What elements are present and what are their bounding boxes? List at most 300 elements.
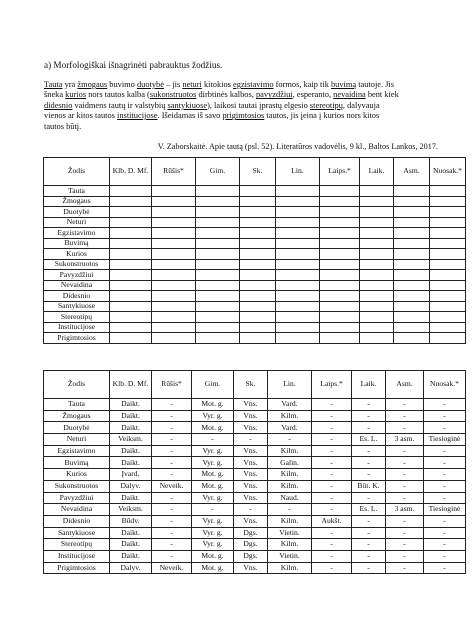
blank-cell[interactable] bbox=[394, 249, 430, 260]
passage-text: ), laikosi tautai įprastų elgesio bbox=[207, 100, 310, 110]
blank-cell[interactable] bbox=[152, 217, 196, 228]
exercise-heading: a) Morfologiškai išnagrinėti pabrauktus žodžius. bbox=[44, 60, 223, 70]
blank-cell[interactable] bbox=[276, 259, 320, 270]
blank-cell[interactable] bbox=[394, 186, 430, 197]
blank-cell[interactable] bbox=[394, 217, 430, 228]
blank-cell[interactable] bbox=[110, 249, 152, 260]
blank-cell[interactable] bbox=[276, 217, 320, 228]
value-cell: - bbox=[152, 445, 192, 457]
blank-cell[interactable] bbox=[110, 228, 152, 239]
blank-cell[interactable] bbox=[152, 207, 196, 218]
blank-cell[interactable] bbox=[240, 291, 276, 302]
blank-cell[interactable] bbox=[110, 196, 152, 207]
blank-cell[interactable] bbox=[320, 322, 360, 333]
blank-cell[interactable] bbox=[430, 333, 466, 344]
underlined-word: didesnio bbox=[44, 100, 73, 110]
table-row bbox=[44, 291, 466, 302]
value-cell: - bbox=[386, 480, 424, 492]
blank-cell[interactable] bbox=[360, 196, 394, 207]
blank-cell[interactable] bbox=[360, 186, 394, 197]
blank-cell[interactable] bbox=[430, 270, 466, 281]
value-cell: Kilm. bbox=[268, 410, 312, 422]
passage-text: bent kiek bbox=[365, 90, 399, 100]
value-cell: - bbox=[424, 515, 466, 527]
table-row bbox=[44, 492, 466, 504]
blank-cell[interactable] bbox=[360, 207, 394, 218]
value-cell: Vyr. g. bbox=[192, 410, 234, 422]
value-cell: Veiksm. bbox=[110, 434, 152, 446]
blank-cell[interactable] bbox=[240, 207, 276, 218]
blank-cell[interactable] bbox=[394, 333, 430, 344]
blank-cell[interactable] bbox=[240, 238, 276, 249]
blank-cell[interactable] bbox=[152, 270, 196, 281]
value-cell: Mot. g. bbox=[192, 562, 234, 574]
blank-cell[interactable] bbox=[320, 217, 360, 228]
underlined-word: santykiuose bbox=[167, 100, 208, 110]
value-cell: - bbox=[152, 527, 192, 539]
blank-cell[interactable] bbox=[152, 259, 196, 270]
passage-line bbox=[44, 122, 434, 132]
value-cell: - bbox=[424, 539, 466, 551]
blank-cell[interactable] bbox=[394, 228, 430, 239]
value-cell: - bbox=[312, 399, 352, 411]
value-cell: - bbox=[312, 469, 352, 481]
value-cell: - bbox=[424, 422, 466, 434]
value-cell: - bbox=[312, 504, 352, 516]
value-cell: - bbox=[424, 445, 466, 457]
blank-cell[interactable] bbox=[152, 238, 196, 249]
blank-cell[interactable] bbox=[110, 217, 152, 228]
value-cell: Kilm. bbox=[268, 515, 312, 527]
blank-cell[interactable] bbox=[196, 217, 240, 228]
passage-text: formos, kaip tik bbox=[273, 80, 331, 89]
table-row bbox=[44, 207, 466, 218]
value-cell: Vyr. g. bbox=[192, 527, 234, 539]
value-cell: - bbox=[386, 550, 424, 562]
blank-cell[interactable] bbox=[276, 312, 320, 323]
word-cell: Prigimtosios bbox=[44, 562, 110, 574]
blank-cell[interactable] bbox=[240, 333, 276, 344]
value-cell: Įvard. bbox=[110, 469, 152, 481]
blank-cell[interactable] bbox=[110, 207, 152, 218]
blank-cell[interactable] bbox=[320, 249, 360, 260]
blank-cell[interactable] bbox=[394, 238, 430, 249]
blank-cell[interactable] bbox=[110, 280, 152, 291]
blank-cell[interactable] bbox=[152, 280, 196, 291]
value-cell: Vyr. g. bbox=[192, 492, 234, 504]
table-row bbox=[44, 539, 466, 551]
blank-cell[interactable] bbox=[240, 186, 276, 197]
value-cell: - bbox=[152, 434, 192, 446]
blank-cell[interactable] bbox=[430, 217, 466, 228]
blank-cell[interactable] bbox=[240, 228, 276, 239]
word-cell: Neturi bbox=[44, 217, 110, 228]
blank-cell[interactable] bbox=[430, 238, 466, 249]
blank-cell[interactable] bbox=[320, 333, 360, 344]
value-cell: 3 asm. bbox=[386, 504, 424, 516]
blank-cell[interactable] bbox=[276, 196, 320, 207]
value-cell: - bbox=[152, 410, 192, 422]
value-cell: Mot. g. bbox=[192, 422, 234, 434]
value-cell: Vard. bbox=[268, 399, 312, 411]
value-cell: - bbox=[312, 410, 352, 422]
word-cell: Sukonstruotos bbox=[44, 480, 110, 492]
underlined-word: pavyzdžiui bbox=[255, 90, 293, 100]
value-cell: Kilm. bbox=[268, 480, 312, 492]
value-cell: Vns. bbox=[234, 410, 268, 422]
blank-cell[interactable] bbox=[110, 301, 152, 312]
header-tense: Laik. bbox=[352, 371, 386, 399]
blank-cell[interactable] bbox=[360, 238, 394, 249]
blank-cell[interactable] bbox=[360, 270, 394, 281]
blank-cell[interactable] bbox=[152, 228, 196, 239]
blank-cell[interactable] bbox=[110, 333, 152, 344]
value-cell: Mot. g. bbox=[192, 469, 234, 481]
blank-cell[interactable] bbox=[430, 228, 466, 239]
blank-cell[interactable] bbox=[240, 322, 276, 333]
blank-cell[interactable] bbox=[394, 291, 430, 302]
passage-text: vienos ar kitos tautos bbox=[44, 111, 118, 121]
blank-cell[interactable] bbox=[360, 312, 394, 323]
blank-cell[interactable] bbox=[276, 207, 320, 218]
blank-cell[interactable] bbox=[430, 207, 466, 218]
header-gender: Gim. bbox=[192, 371, 234, 399]
blank-cell[interactable] bbox=[360, 249, 394, 260]
value-cell: - bbox=[268, 504, 312, 516]
blank-cell[interactable] bbox=[360, 217, 394, 228]
word-cell: Žmogaus bbox=[44, 196, 110, 207]
blank-cell[interactable] bbox=[320, 312, 360, 323]
value-cell: - bbox=[424, 399, 466, 411]
blank-cell[interactable] bbox=[196, 196, 240, 207]
blank-cell[interactable] bbox=[320, 301, 360, 312]
table-row bbox=[44, 480, 466, 492]
value-cell: Daikt. bbox=[110, 539, 152, 551]
value-cell: - bbox=[352, 410, 386, 422]
table-row bbox=[44, 280, 466, 291]
value-cell: - bbox=[424, 550, 466, 562]
header-person: Asm. bbox=[394, 158, 430, 186]
blank-cell[interactable] bbox=[152, 196, 196, 207]
word-cell: Stereotipų bbox=[44, 312, 110, 323]
header-part-of-speech: Klb. D. Mf. bbox=[110, 158, 152, 186]
value-cell: Naud. bbox=[268, 492, 312, 504]
blank-cell[interactable] bbox=[110, 270, 152, 281]
value-cell: Daikt. bbox=[110, 410, 152, 422]
value-cell: - bbox=[312, 445, 352, 457]
header-person: Asm. bbox=[386, 371, 424, 399]
blank-cell[interactable] bbox=[320, 228, 360, 239]
value-cell: Tiesioginė bbox=[424, 504, 466, 516]
header-number: Sk. bbox=[240, 158, 276, 186]
passage-text: šneka bbox=[44, 90, 66, 100]
value-cell: Vyr. g. bbox=[192, 515, 234, 527]
header-number: Sk. bbox=[234, 371, 268, 399]
blank-cell[interactable] bbox=[430, 249, 466, 260]
value-cell: - bbox=[152, 550, 192, 562]
blank-cell[interactable] bbox=[276, 333, 320, 344]
value-cell: - bbox=[386, 445, 424, 457]
blank-cell[interactable] bbox=[430, 259, 466, 270]
blank-cell[interactable] bbox=[152, 322, 196, 333]
blank-cell[interactable] bbox=[196, 249, 240, 260]
blank-cell[interactable] bbox=[360, 333, 394, 344]
blank-cell[interactable] bbox=[152, 249, 196, 260]
blank-cell[interactable] bbox=[110, 312, 152, 323]
value-cell: - bbox=[352, 445, 386, 457]
blank-cell[interactable] bbox=[430, 186, 466, 197]
blank-cell[interactable] bbox=[276, 238, 320, 249]
blank-cell[interactable] bbox=[394, 259, 430, 270]
value-cell: Aukšt. bbox=[312, 515, 352, 527]
value-cell: - bbox=[386, 515, 424, 527]
value-cell: Vns. bbox=[234, 445, 268, 457]
value-cell: Kilm. bbox=[268, 539, 312, 551]
blank-cell[interactable] bbox=[196, 186, 240, 197]
blank-cell[interactable] bbox=[196, 207, 240, 218]
blank-cell[interactable] bbox=[196, 322, 240, 333]
value-cell: Dgs. bbox=[234, 550, 268, 562]
underlined-word: neturi bbox=[182, 80, 202, 89]
blank-cell[interactable] bbox=[196, 280, 240, 291]
blank-cell[interactable] bbox=[430, 291, 466, 302]
value-cell: - bbox=[352, 492, 386, 504]
value-cell: Veiksm. bbox=[110, 504, 152, 516]
value-cell: - bbox=[352, 539, 386, 551]
blank-cell[interactable] bbox=[320, 280, 360, 291]
blank-cell[interactable] bbox=[276, 228, 320, 239]
value-cell: Kilm. bbox=[268, 469, 312, 481]
value-cell: Dgs. bbox=[234, 527, 268, 539]
value-cell: - bbox=[192, 504, 234, 516]
value-cell: - bbox=[268, 434, 312, 446]
value-cell: - bbox=[386, 539, 424, 551]
blank-cell[interactable] bbox=[320, 291, 360, 302]
word-cell: Santykiuose bbox=[44, 301, 110, 312]
blank-cell[interactable] bbox=[110, 291, 152, 302]
blank-cell[interactable] bbox=[110, 259, 152, 270]
value-cell: Neveik. bbox=[152, 562, 192, 574]
value-cell: Mot. g. bbox=[192, 480, 234, 492]
value-cell: - bbox=[386, 562, 424, 574]
underlined-word: nevaidina bbox=[333, 90, 366, 100]
value-cell: Es. L. bbox=[352, 434, 386, 446]
header-kind: Rūšis* bbox=[152, 158, 196, 186]
value-cell: - bbox=[152, 504, 192, 516]
value-cell: Mot. g. bbox=[192, 399, 234, 411]
blank-cell[interactable] bbox=[430, 196, 466, 207]
header-mood: Nuosak.* bbox=[424, 371, 466, 399]
blank-cell[interactable] bbox=[360, 228, 394, 239]
value-cell: - bbox=[352, 527, 386, 539]
blank-cell[interactable] bbox=[152, 186, 196, 197]
blank-cell[interactable] bbox=[394, 312, 430, 323]
blank-cell[interactable] bbox=[276, 186, 320, 197]
blank-cell[interactable] bbox=[430, 280, 466, 291]
header-word: Žodis bbox=[44, 371, 110, 399]
table-row bbox=[44, 333, 466, 344]
blank-cell[interactable] bbox=[360, 301, 394, 312]
value-cell: - bbox=[352, 422, 386, 434]
value-cell: - bbox=[386, 399, 424, 411]
source-citation: V. Zaborskaitė. Apie tautą (psl. 52). Literatūros vadovėlis, 9 kl., Baltos Lankos, 2017. bbox=[157, 142, 438, 151]
underlined-word: kurios bbox=[65, 90, 87, 100]
underlined-word: prigimtosios bbox=[222, 111, 265, 121]
blank-cell[interactable] bbox=[240, 270, 276, 281]
passage-text: nors tautos kalba ( bbox=[86, 90, 150, 100]
table-row bbox=[44, 504, 466, 516]
value-cell: - bbox=[424, 527, 466, 539]
blank-cell[interactable] bbox=[196, 301, 240, 312]
header-mood: Nuosak.* bbox=[430, 158, 466, 186]
blank-cell[interactable] bbox=[394, 196, 430, 207]
word-cell: Egzistavimo bbox=[44, 228, 110, 239]
table-row bbox=[44, 301, 466, 312]
passage-paragraph bbox=[44, 80, 434, 132]
value-cell: - bbox=[424, 562, 466, 574]
passage-text: , dalyvauja bbox=[342, 100, 380, 110]
value-cell: - bbox=[152, 422, 192, 434]
passage-line bbox=[44, 111, 434, 121]
value-cell: Daikt. bbox=[110, 399, 152, 411]
blank-cell[interactable] bbox=[276, 322, 320, 333]
blank-cell[interactable] bbox=[240, 280, 276, 291]
value-cell: Būt. K. bbox=[352, 480, 386, 492]
blank-cell[interactable] bbox=[430, 322, 466, 333]
blank-cell[interactable] bbox=[276, 249, 320, 260]
passage-text: yra bbox=[62, 80, 78, 89]
blank-cell[interactable] bbox=[196, 333, 240, 344]
value-cell: - bbox=[312, 539, 352, 551]
value-cell: - bbox=[312, 480, 352, 492]
value-cell: - bbox=[352, 457, 386, 469]
filled-analysis-table bbox=[43, 370, 466, 574]
word-cell: Nevaidina bbox=[44, 280, 110, 291]
blank-cell[interactable] bbox=[394, 322, 430, 333]
blank-cell[interactable] bbox=[276, 270, 320, 281]
blank-cell[interactable] bbox=[240, 301, 276, 312]
blank-cell[interactable] bbox=[394, 270, 430, 281]
table-row bbox=[44, 445, 466, 457]
blank-cell[interactable] bbox=[320, 238, 360, 249]
word-cell: Didesnio bbox=[44, 291, 110, 302]
word-cell: Prigimtosios bbox=[44, 333, 110, 344]
word-cell: Kurios bbox=[44, 469, 110, 481]
blank-cell[interactable] bbox=[196, 228, 240, 239]
table-row bbox=[44, 469, 466, 481]
word-cell: Pavyzdžiui bbox=[44, 270, 110, 281]
blank-cell[interactable] bbox=[196, 259, 240, 270]
blank-cell[interactable] bbox=[110, 186, 152, 197]
table-row bbox=[44, 238, 466, 249]
blank-cell[interactable] bbox=[430, 312, 466, 323]
blank-cell[interactable] bbox=[394, 280, 430, 291]
blank-cell[interactable] bbox=[240, 312, 276, 323]
value-cell: - bbox=[352, 469, 386, 481]
header-tense: Laik. bbox=[360, 158, 394, 186]
blank-cell[interactable] bbox=[240, 217, 276, 228]
value-cell: - bbox=[192, 434, 234, 446]
word-cell: Kurios bbox=[44, 249, 110, 260]
blank-cell[interactable] bbox=[360, 259, 394, 270]
value-cell: Vns. bbox=[234, 457, 268, 469]
passage-line bbox=[44, 101, 434, 111]
value-cell: - bbox=[152, 457, 192, 469]
blank-cell[interactable] bbox=[152, 291, 196, 302]
passage-line bbox=[44, 90, 434, 100]
blank-cell[interactable] bbox=[394, 301, 430, 312]
table-row bbox=[44, 399, 466, 411]
blank-cell[interactable] bbox=[152, 312, 196, 323]
value-cell: - bbox=[352, 562, 386, 574]
word-cell: Tauta bbox=[44, 399, 110, 411]
value-cell: - bbox=[152, 515, 192, 527]
blank-cell[interactable] bbox=[320, 207, 360, 218]
blank-cell[interactable] bbox=[320, 186, 360, 197]
passage-text: tautos būtį. bbox=[44, 121, 82, 131]
table-row bbox=[44, 249, 466, 260]
blank-cell[interactable] bbox=[276, 301, 320, 312]
blank-cell[interactable] bbox=[196, 291, 240, 302]
value-cell: - bbox=[312, 457, 352, 469]
blank-cell[interactable] bbox=[360, 322, 394, 333]
blank-cell[interactable] bbox=[430, 301, 466, 312]
value-cell: - bbox=[424, 469, 466, 481]
blank-cell[interactable] bbox=[360, 280, 394, 291]
blank-cell[interactable] bbox=[394, 207, 430, 218]
table-row bbox=[44, 515, 466, 527]
blank-cell[interactable] bbox=[196, 270, 240, 281]
blank-cell[interactable] bbox=[276, 280, 320, 291]
header-word: Žodis bbox=[44, 158, 110, 186]
blank-cell[interactable] bbox=[196, 238, 240, 249]
value-cell: Kilm. bbox=[268, 562, 312, 574]
value-cell: Vns. bbox=[234, 469, 268, 481]
value-cell: - bbox=[424, 410, 466, 422]
value-cell: Dalyv. bbox=[110, 480, 152, 492]
table-row bbox=[44, 410, 466, 422]
blank-cell[interactable] bbox=[320, 259, 360, 270]
blank-cell[interactable] bbox=[196, 312, 240, 323]
blank-cell[interactable] bbox=[240, 249, 276, 260]
underlined-word: egzistavimo bbox=[233, 80, 274, 89]
value-cell: Mot. g. bbox=[192, 550, 234, 562]
passage-text: vaidmens tautų ir valstybių bbox=[72, 100, 168, 110]
value-cell: - bbox=[312, 422, 352, 434]
blank-cell[interactable] bbox=[152, 333, 196, 344]
table-row bbox=[44, 457, 466, 469]
blank-cell[interactable] bbox=[110, 238, 152, 249]
blank-cell[interactable] bbox=[360, 291, 394, 302]
underlined-word: stereotipų bbox=[309, 100, 343, 110]
word-cell: Žmogaus bbox=[44, 410, 110, 422]
blank-cell[interactable] bbox=[240, 259, 276, 270]
table-row bbox=[44, 259, 466, 270]
value-cell: - bbox=[386, 527, 424, 539]
value-cell: Neveik. bbox=[152, 480, 192, 492]
blank-cell[interactable] bbox=[240, 196, 276, 207]
blank-cell[interactable] bbox=[320, 196, 360, 207]
value-cell: Vyr. g. bbox=[192, 445, 234, 457]
blank-cell[interactable] bbox=[276, 291, 320, 302]
table-row bbox=[44, 186, 466, 197]
blank-cell[interactable] bbox=[110, 322, 152, 333]
blank-cell[interactable] bbox=[320, 270, 360, 281]
blank-cell[interactable] bbox=[152, 301, 196, 312]
table-row bbox=[44, 527, 466, 539]
value-cell: - bbox=[352, 515, 386, 527]
value-cell: Daikt. bbox=[110, 550, 152, 562]
